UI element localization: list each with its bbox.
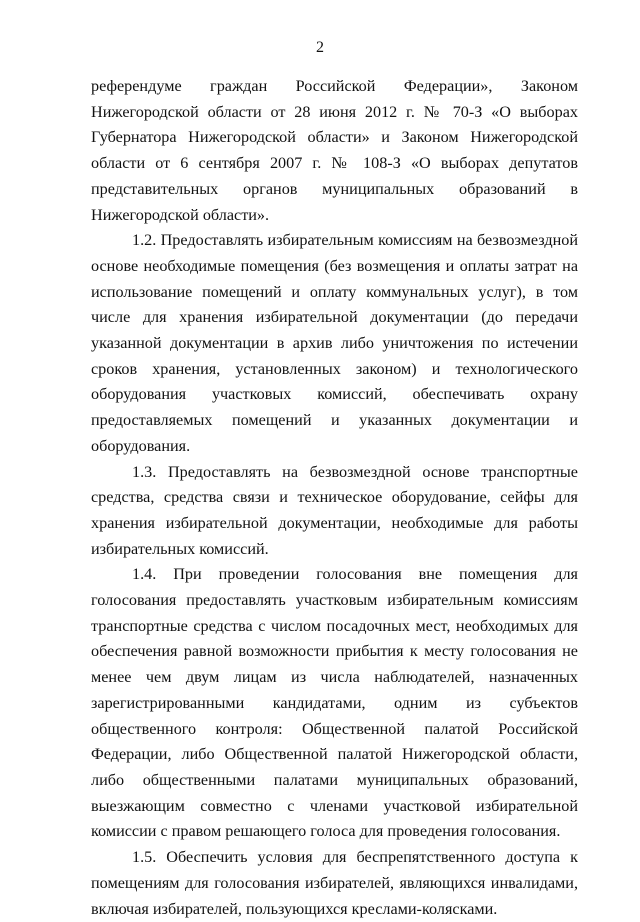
- document-body: [91, 74, 578, 922]
- paragraph-1-2: 1.2. Предоставлять избирательным комиссиям на безвозмездной основе необходимые помещения (без возмещения и оплаты затрат на использование помещений и оплату коммунальных услуг), в том числе для хранения избирательной документации (до передачи указанной документации в архив либо уничтожения по истечении сроков хранения, установленных законом) и технологического оборудования участковых комиссий, обеспечивать охрану предоставляемых помещений и указанных документации и оборудования.: [91, 231, 578, 455]
- paragraph-1-5: 1.5. Обеспечить условия для беспрепятственного доступа к помещениям для голосования избирателей, являющихся инвалидами, включая избирателей, пользующихся креслами-колясками.: [91, 848, 578, 918]
- page-number: 2: [316, 39, 324, 56]
- paragraph-1-3: 1.3. Предоставлять на безвозмездной основе транспортные средства, средства связи и техническое оборудование, сейфы для хранения избирательной документации, необходимые для работы избирательных комиссий.: [91, 462, 578, 558]
- paragraph-1-4: 1.4. При проведении голосования вне помещения для голосования предоставлять участковым избирательным комиссиям транспортные средства с числом посадочных мест, необходимых для обеспечения равной возможности прибытия к месту голосования не менее чем двум лицам из числа наблюдателей, назначенных зарегистрированными кандидатами, одним из субъектов общественного контроля: Общественной палатой Российской Федерации, либо Общественной палатой Нижегородской области, либо общественными палатами муниципальных образований, выезжающим совместно с членами участковой избирательной комиссии с правом решающего голоса для проведения голосования.: [91, 565, 578, 841]
- paragraph-continuation: референдуме граждан Российской Федерации», Законом Нижегородской области от 28 июня 2012 г. № 70-З «О выборах Губернатора Нижегородской области» и Законом Нижегородской области от 6 сентября 2007 г. № 108-З «О выборах депутатов представительных органов муниципальных образований в Нижегородской области».: [91, 77, 578, 224]
